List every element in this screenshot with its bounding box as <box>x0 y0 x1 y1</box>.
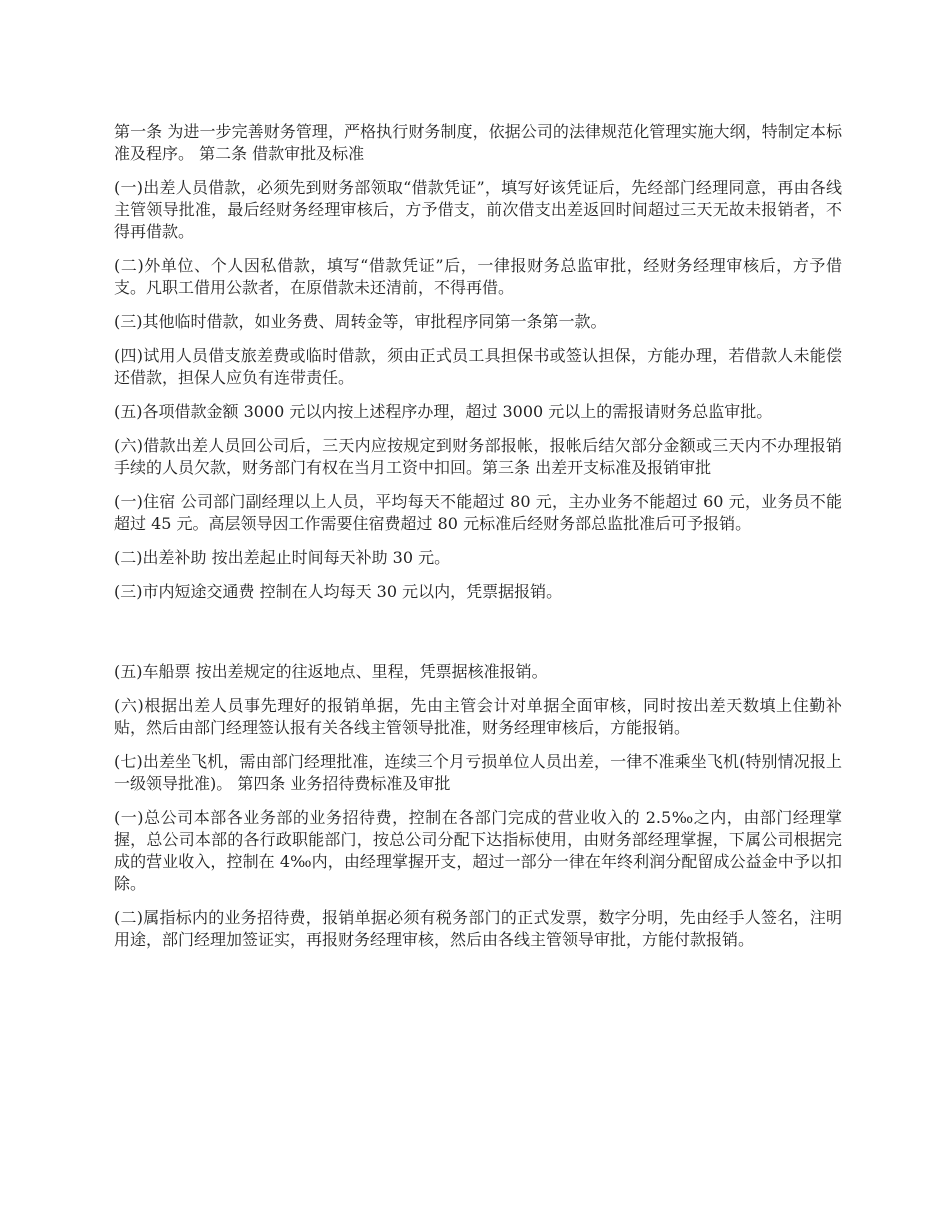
paragraph-tickets: (五)车船票 按出差规定的往返地点、里程，凭票据核准报销。 <box>114 662 548 681</box>
paragraph-article-1: 第一条 为进一步完善财务管理，严格执行财务制度，依据公司的法律规范化管理实施大纲，特制定本标准及程序。 第二条 借款审批及标准 <box>114 122 842 163</box>
paragraph-loan-amount: (五)各项借款金额 3000 元以内按上述程序办理，超过 3000 元以上的需报请财务总监审批。 <box>114 402 773 421</box>
paragraph-entertainment-receipts: (二)属指标内的业务招待费，报销单据必须有税务部门的正式发票，数字分明，先由经手人签名，注明用途，部门经理加签证实，再报财务经理审核，然后由各线主管领导审批，方能付款报销。 <box>114 908 842 949</box>
paragraph-reimbursement: (六)根据出差人员事先理好的报销单据，先由主管会计对单据全面审核，同时按出差天数填上住勤补贴，然后由部门经理签认报有关各线主管领导批准，财务经理审核后，方能报销。 <box>114 696 842 737</box>
document-body <box>114 121 842 963</box>
paragraph-loan-other: (三)其他临时借款，如业务费、周转金等，审批程序同第一条第一款。 <box>114 312 607 331</box>
paragraph-loan-repay: (六)借款出差人员回公司后，三天内应按规定到财务部报帐，报帐后结欠部分金额或三天内不办理报销手续的人员欠款，财务部门有权在当月工资中扣回。第三条 出差开支标准及报销审批 <box>114 436 842 477</box>
paragraph-loan-travel: (一)出差人员借款，必须先到财务部领取“借款凭证”，填写好该凭证后，先经部门经理同意，再由各线主管领导批准，最后经财务经理审核后，方予借支，前次借支出差返回时间超过三天无故未报销者，不得再借款。 <box>114 178 842 241</box>
paragraph-flights: (七)出差坐飞机，需由部门经理批准，连续三个月亏损单位人员出差，一律不准乘坐飞机(特别情况报上一级领导批准)。 第四条 业务招待费标准及审批 <box>114 752 842 793</box>
paragraph-entertainment-quota: (一)总公司本部各业务部的业务招待费，控制在各部门完成的营业收入的 2.5‰之内，由部门经理掌握，总公司本部的各行政职能部门，按总公司分配下达指标使用，由财务部经理掌握，下属公司根据完成的营业收入，控制在 4‰内，由经理掌握开支，超过一部分一律在年终利润分配留成公益金中予以扣除。 <box>114 808 842 893</box>
paragraph-allowance: (二)出差补助 按出差起止时间每天补助 30 元。 <box>114 548 451 567</box>
paragraph-local-transport: (三)市内短途交通费 控制在人均每天 30 元以内，凭票据报销。 <box>114 582 563 601</box>
paragraph-lodging: (一)住宿 公司部门副经理以上人员，平均每天不能超过 80 元，主办业务不能超过 60 元，业务员不能超过 45 元。高层领导因工作需要住宿费超过 80 元标准后经财务部总监批准后可予报销。 <box>114 492 842 533</box>
paragraph-loan-probation: (四)试用人员借支旅差费或临时借款，须由正式员工具担保书或签认担保，方能办理，若借款人未能偿还借款，担保人应负有连带责任。 <box>114 346 842 387</box>
paragraph-loan-external: (二)外单位、个人因私借款，填写“借款凭证”后，一律报财务总监审批，经财务经理审核后，方予借支。凡职工借用公款者，在原借款未还清前，不得再借。 <box>114 256 842 297</box>
blank-gap <box>114 615 842 649</box>
